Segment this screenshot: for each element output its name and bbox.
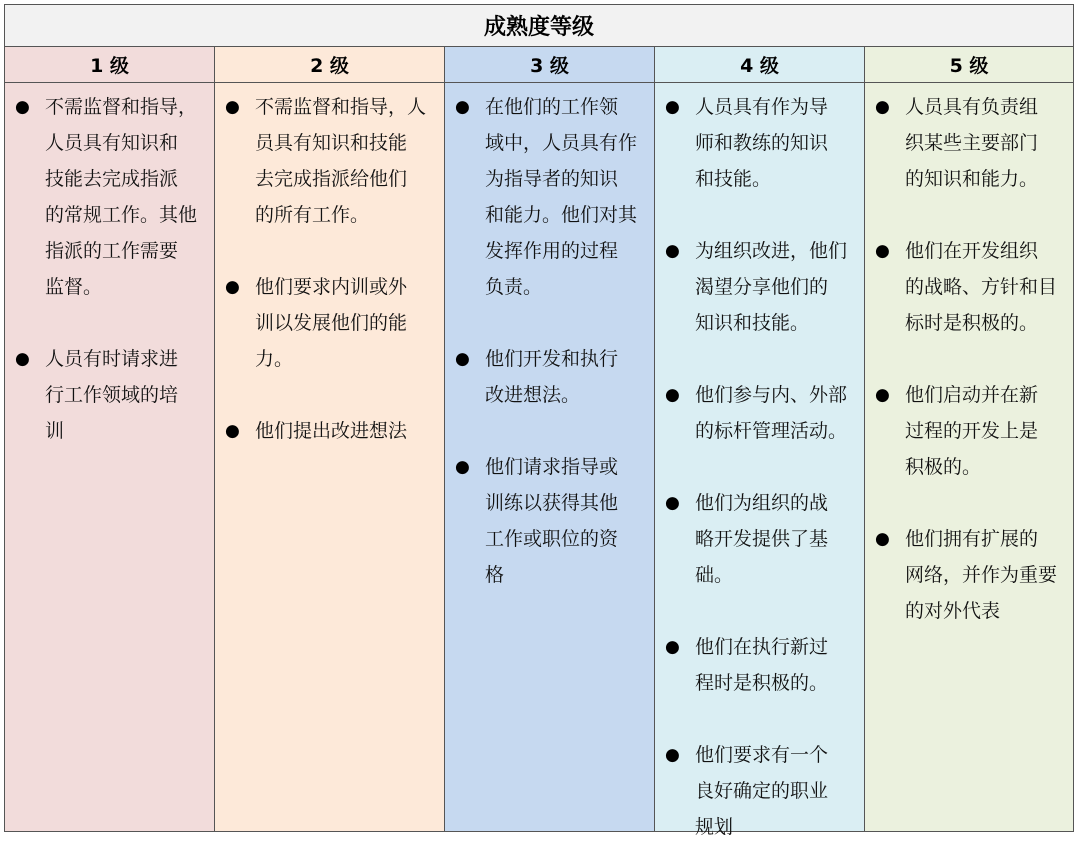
list-item-text: 人员有时请求进 [45, 348, 179, 370]
list-item [865, 233, 1073, 341]
level-1-column [5, 47, 215, 831]
list-item-text: 他们请求指导或 [485, 456, 619, 478]
list-item-text: 人员具有知识和 [45, 132, 179, 154]
list-item-text: 的对外代表 [905, 600, 1001, 622]
list-item-text: 负责。 [485, 276, 543, 298]
list-item-text: 人员具有作为导 [695, 96, 829, 118]
level-1-list [5, 83, 214, 449]
list-item-text: 略开发提供了基 [695, 528, 829, 550]
bullet-icon: ● [875, 241, 890, 261]
list-item-text: 他们要求内训或外 [255, 276, 408, 298]
bullet-icon: ● [665, 97, 680, 117]
list-item-text: 良好确定的职业 [695, 780, 829, 802]
list-item-text: 格 [485, 564, 505, 586]
list-item [655, 233, 864, 341]
bullet-icon: ● [665, 745, 680, 765]
list-item [215, 413, 444, 449]
level-3-header: 3 级 [445, 47, 654, 83]
bullet-icon: ● [455, 457, 470, 477]
list-item [445, 341, 654, 413]
list-item-text: 员具有知识和技能 [255, 132, 408, 154]
list-item-text: 渴望分享他们的 [695, 276, 829, 298]
list-item-text: 他们为组织的战 [695, 492, 829, 514]
list-item-text: 程时是积极的。 [695, 672, 829, 694]
bullet-icon: ● [15, 97, 30, 117]
level-4-column [655, 47, 865, 838]
list-item [215, 269, 444, 377]
list-item-text: 织某些主要部门 [905, 132, 1039, 154]
list-item-text: 为组织改进，他们 [695, 240, 848, 262]
level-2-column [215, 47, 445, 831]
table-title: 成熟度等级 [5, 5, 1073, 47]
list-item-text: 去完成指派给他们 [255, 168, 408, 190]
list-item [655, 485, 864, 593]
list-item-text: 技能去完成指派 [45, 168, 179, 190]
list-item-text: 监督。 [45, 276, 103, 298]
list-item-text: 行工作领域的培 [45, 384, 179, 406]
level-2-header: 2 级 [215, 47, 444, 83]
list-item-text: 积极的。 [905, 456, 982, 478]
list-item [445, 89, 654, 305]
list-item-text: 他们拥有扩展的 [905, 528, 1039, 550]
list-item-text: 为指导者的知识 [485, 168, 619, 190]
list-item-text: 知识和技能。 [695, 312, 810, 334]
level-5-column [865, 47, 1073, 831]
list-item [5, 89, 214, 305]
list-item-text: 的标杆管理活动。 [695, 420, 848, 442]
bullet-icon: ● [455, 97, 470, 117]
list-item [445, 449, 654, 593]
list-item-text: 训 [45, 420, 65, 442]
level-3-column [445, 47, 655, 831]
list-item-text: 的知识和能力。 [905, 168, 1039, 190]
list-item-text: 工作或职位的资 [485, 528, 619, 550]
list-item [865, 89, 1073, 197]
level-1-header: 1 级 [5, 47, 214, 83]
list-item-text: 他们参与内、外部 [695, 384, 848, 406]
list-item-text: 训以发展他们的能 [255, 312, 408, 334]
bullet-icon: ● [225, 97, 240, 117]
bullet-icon: ● [225, 277, 240, 297]
list-item-text: 不需监督和指导，人 [255, 96, 427, 118]
list-item-text: 他们在开发组织 [905, 240, 1039, 262]
list-item-text: 础。 [695, 564, 734, 586]
list-item [865, 521, 1073, 629]
list-item-text: 规划 [695, 816, 734, 838]
maturity-level-table [4, 4, 1074, 838]
bullet-icon: ● [665, 385, 680, 405]
bullet-icon: ● [875, 529, 890, 549]
list-item-text: 师和教练的知识 [695, 132, 829, 154]
list-item-text: 人员具有负责组 [905, 96, 1039, 118]
list-item-text: 改进想法。 [485, 384, 581, 406]
list-item [655, 737, 864, 845]
list-item-text: 他们要求有一个 [695, 744, 829, 766]
list-item-text: 过程的开发上是 [905, 420, 1039, 442]
list-item-text: 他们在执行新过 [695, 636, 829, 658]
level-4-list [655, 83, 864, 845]
list-item-text: 标时是积极的。 [905, 312, 1039, 334]
list-item-text: 他们开发和执行 [485, 348, 619, 370]
list-item-text: 不需监督和指导， [45, 96, 198, 118]
list-item-text: 域中，人员具有作 [485, 132, 638, 154]
list-item-text: 力。 [255, 348, 294, 370]
list-item-text: 在他们的工作领 [485, 96, 619, 118]
list-item [865, 377, 1073, 485]
level-5-header: 5 级 [865, 47, 1073, 83]
list-item-text: 网络，并作为重要 [905, 564, 1058, 586]
bullet-icon: ● [665, 493, 680, 513]
list-item [655, 629, 864, 701]
level-3-list [445, 83, 654, 593]
list-item-text: 的所有工作。 [255, 204, 370, 226]
list-item-text: 的战略、方针和目 [905, 276, 1058, 298]
list-item [5, 341, 214, 449]
level-4-header: 4 级 [655, 47, 864, 83]
bullet-icon: ● [875, 97, 890, 117]
list-item [215, 89, 444, 233]
list-item-text: 和技能。 [695, 168, 772, 190]
list-item [655, 377, 864, 449]
bullet-icon: ● [665, 241, 680, 261]
bullet-icon: ● [225, 421, 240, 441]
list-item-text: 指派的工作需要 [45, 240, 179, 262]
level-5-list [865, 83, 1073, 629]
bullet-icon: ● [15, 349, 30, 369]
list-item-text: 发挥作用的过程 [485, 240, 619, 262]
bullet-icon: ● [665, 637, 680, 657]
bullet-icon: ● [875, 385, 890, 405]
list-item-text: 他们提出改进想法 [255, 420, 408, 442]
list-item-text: 的常规工作。其他 [45, 204, 198, 226]
list-item-text: 训练以获得其他 [485, 492, 619, 514]
list-item-text: 和能力。他们对其 [485, 204, 638, 226]
list-item-text: 他们启动并在新 [905, 384, 1039, 406]
list-item [655, 89, 864, 197]
bullet-icon: ● [455, 349, 470, 369]
level-2-list [215, 83, 444, 449]
